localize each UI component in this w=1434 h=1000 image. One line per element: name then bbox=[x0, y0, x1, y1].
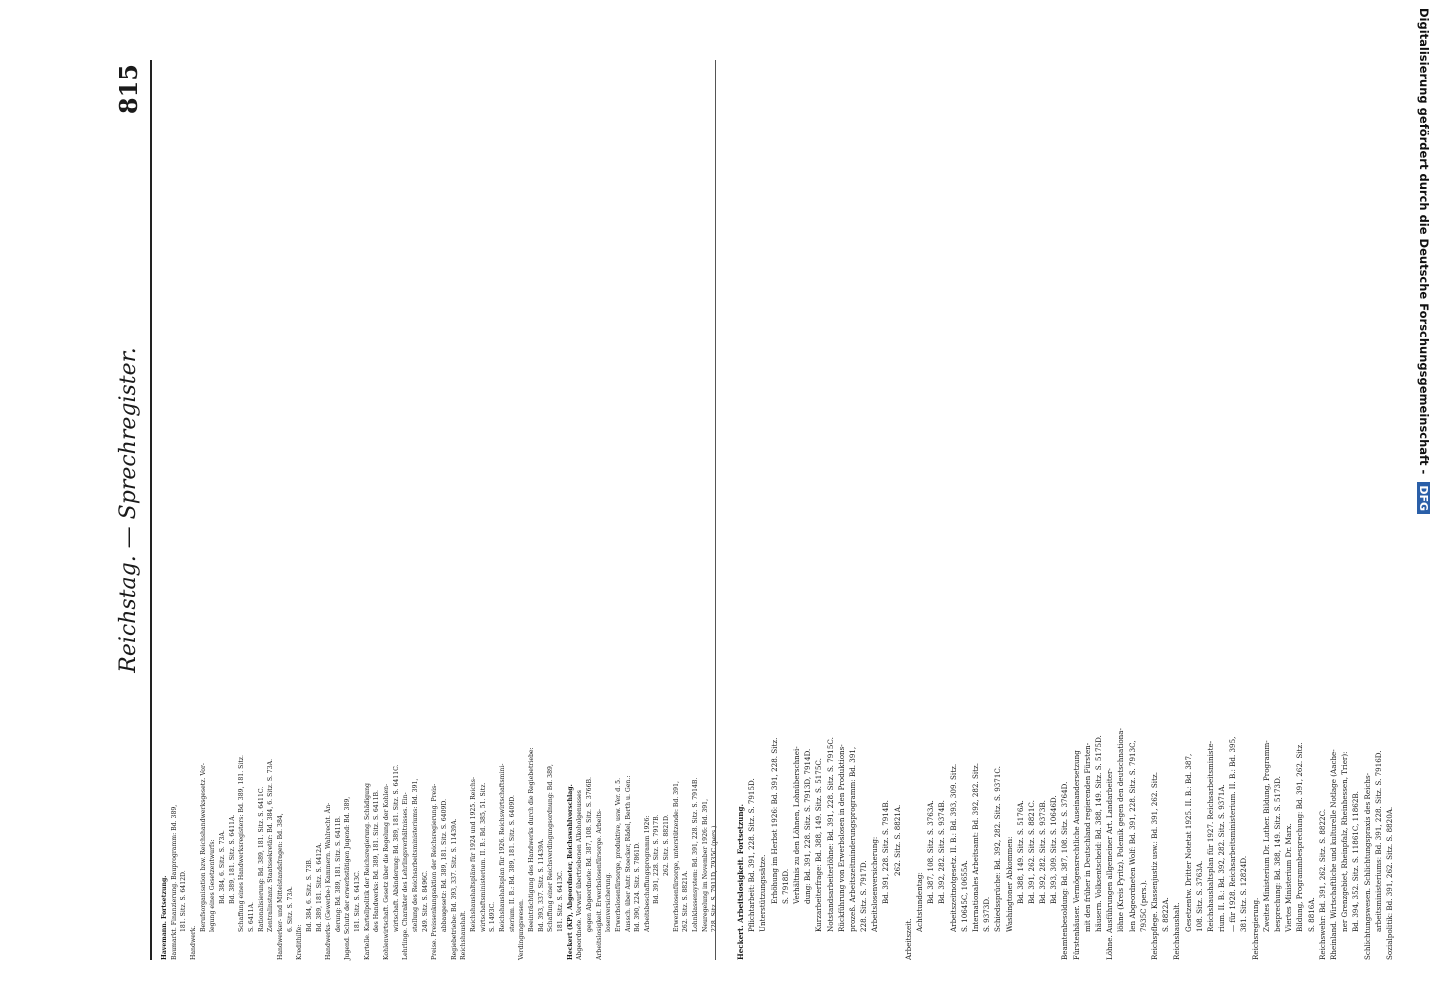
index-entry: Bd. 392, 282. Sitz. S. 9373B. bbox=[1038, 800, 1048, 904]
index-entry: Arbeitszeitnotgesetz. II. B.: Bd. 393, 309. Sitz. bbox=[948, 763, 958, 932]
index-entry: Bd. 392, 282. Sitz. S. 9374B. bbox=[937, 800, 947, 904]
index-entry: Rückführung von Erwerbslosen in den Produktions- bbox=[836, 744, 846, 932]
index-entry: 262. Sitz. S. 8821D. bbox=[663, 814, 671, 876]
index-entry: prozeß. Arbeitszeitminderungsprogramm: Bd. 391, bbox=[847, 746, 857, 932]
index-entry: S. 9373D. bbox=[982, 896, 992, 932]
index-entry: Handwerk. bbox=[189, 925, 197, 960]
index-entry: Bd. 393, 337. Sitz. S. 11439A. bbox=[537, 838, 545, 932]
index-entry: 181. Sitz. S. 6413C. bbox=[556, 870, 564, 932]
index-column-left bbox=[160, 80, 720, 960]
index-entry: 181. Sitz. S. 6412D. bbox=[180, 870, 188, 932]
index-entry: Reichspflege. Klassenjustiz usw.: Bd. 391, 262. Sitz. bbox=[1149, 772, 1159, 960]
index-entry: S. 10645C, 10655A. bbox=[959, 860, 969, 932]
index-entry: Bd. 394, 352. Sitz. S. 11861C, 11862B. bbox=[1351, 791, 1361, 932]
index-entry: Internationales Arbeitsamt: Bd. 392, 282. Sitz. bbox=[970, 762, 980, 932]
index-entry: 249. Sitz. S. 8496C. bbox=[421, 870, 429, 932]
index-entry: Jugend. Schutz der erwerbstätigen Jugend: Bd. 389, bbox=[344, 796, 352, 960]
index-entry: häusern. Volksentscheid: Bd. 388, 149. Sitz. S. 5175D. bbox=[1094, 735, 1103, 932]
index-column-right bbox=[735, 80, 1395, 960]
index-entry: Viertes Ministerium Dr. Marx. bbox=[1284, 823, 1294, 932]
index-entry: Abgeordnete. Vorwurf übertriebenen Alkoholgenusses bbox=[576, 790, 584, 960]
index-entry: S. 1493C. bbox=[489, 901, 497, 932]
index-entry: Reichshaushalt. bbox=[460, 910, 468, 960]
index-entry: Lehrlinge. Charakter des Lehrlingsverhältnisses. Ein- bbox=[402, 792, 410, 960]
index-entry: S. 8822A. bbox=[1161, 897, 1171, 932]
index-entry: 181. Sitz. S. 6413C. bbox=[354, 870, 362, 932]
index-entry: 262. Sitz. S. 8821A. bbox=[682, 870, 690, 932]
index-entry: 228. Sitz. S. 7917D. bbox=[859, 860, 869, 932]
credit-text: Digitalisierung gefördert durch die Deutsche Forschungsgemeinschaft - bbox=[1417, 8, 1431, 475]
index-entry: — für 1928. Reichsarbeitsministerium. II. B.: Bd. 395, bbox=[1228, 736, 1238, 932]
index-entry: Baumarkt. Finanzierung. Bauprogramm: Bd. 389, bbox=[170, 804, 178, 960]
index-entry: Erwerbslosenfürsorge, unterstützende: Bd. 391, bbox=[672, 781, 680, 932]
dfg-logo: DFG bbox=[1417, 482, 1430, 514]
index-entry: 381. Sitz. S. 12824D. bbox=[1239, 855, 1249, 932]
index-entry: Fürstenhäuser. Vermögensrechtliche Auseinandersetzung bbox=[1071, 750, 1081, 960]
index-entry: Beamtenbesoldung: Bd. 387, 108. Sitz. S. 3764D. bbox=[1060, 781, 1070, 960]
index-entry: Löhne. Ausführungen allgemeiner Art. Landarbeiter- bbox=[1105, 768, 1115, 960]
index-entry: Preise. Preissenkungsaktion der Reichsregierung. Preis- bbox=[431, 783, 439, 960]
index-entry: Kredithilfe: bbox=[296, 924, 304, 960]
index-entry: Reichshaushaltspläne für 1924 und 1925. Reichs- bbox=[470, 776, 477, 932]
index-entry: arbeitsministeriums: Bd. 391, 228. Sitz. S. 7916D. bbox=[1373, 750, 1383, 932]
index-entry: Washingtoner Abkommen: bbox=[1004, 836, 1014, 932]
index-entry: Arbeitszeit. bbox=[903, 918, 913, 960]
index-entry: Kurzarbeiterfrage: Bd. 388, 149. Sitz. S. 5175C. bbox=[814, 758, 824, 932]
index-entry: Zentralinstanz. Staatssekretär: Bd. 384, 6. Sitz. S. 73A. bbox=[267, 758, 275, 932]
index-entry: Bd. 388, 149. Sitz. S. 5176A. bbox=[1015, 800, 1025, 904]
index-entry: 7935C (pers.). bbox=[1138, 880, 1148, 932]
running-title: Reichstag. — Sprechregister. bbox=[116, 347, 141, 673]
index-entry: 262. Sitz. S. 8821A. bbox=[892, 804, 902, 876]
index-entry: Bd. 393, 309. Sitz. S. 10646D. bbox=[1049, 795, 1059, 904]
index-entry: Neuregelung im November 1926: Bd. 391, bbox=[701, 798, 709, 932]
index-entry: Berufsorganisation bzw. Reichshandwerksgesetz. Vor- bbox=[199, 763, 207, 932]
index-entry: Sozialpolitik: Bd. 391, 262. Sitz. S. 8820A. bbox=[1384, 806, 1394, 960]
index-entry: S. 7918D. bbox=[780, 868, 790, 904]
index-entry: Reichshaushaltsplan für 1927. Reichsarbeitsministe- bbox=[1205, 740, 1215, 932]
index-entry: Notstandsarbeiterlöhne: Bd. 391, 228. Sitz. S. 7915C. bbox=[825, 737, 835, 932]
index-entry: Bd. 384, 6. Sitz. S. 73A. bbox=[218, 830, 226, 904]
index-entry: sterium. II. B.: Bd. 389, 181. Sitz. S. 6409D. bbox=[508, 795, 516, 932]
index-entry: Bd. 391, 262. Sitz. S. 8821C. bbox=[1026, 800, 1036, 904]
index-entry: Schiedssprüche: Bd. 392, 282. Sitz. S. 9371C. bbox=[993, 766, 1003, 932]
index-entry: Bd. 391, 228. Sitz. S. 7914B. bbox=[881, 800, 891, 904]
index-entry: Schlichtungswesen. Schlichtungspraxis des Reichs- bbox=[1362, 772, 1372, 960]
index-entry: Rheinland. Wirtschaftliche und kulturelle Notlage (Aache- bbox=[1328, 749, 1338, 960]
index-entry: Reichshaushaltsplan für 1926. Reichswirtschaftsmini- bbox=[498, 763, 506, 932]
index-entry: Bildung, Programmbesprechung: Bd. 391, 262. Sitz. bbox=[1295, 742, 1305, 932]
index-entry: 108. Sitz. S. 3763A. bbox=[1194, 860, 1204, 932]
index-entry: 228. Sitz. S. 7911D, 7935C (pers.). bbox=[711, 823, 719, 932]
index-entry: Verhältnis zu den Löhnen, Lohnüberschnei- bbox=[791, 746, 801, 904]
index-entry: Lohnklassensystem: Bd. 391, 228. Sitz. S. 7914B. bbox=[692, 777, 700, 932]
index-entry: Kohlenwirtschaft. Gesetz über die Regelung der Kohlen- bbox=[383, 783, 391, 960]
index-entry: len Abgeordneten Wolf: Bd. 391, 228. Sitz. S. 7913C, bbox=[1127, 740, 1137, 932]
index-entry: Erwerbslosenfürsorge, produktive, usw. Ver. d. 5. bbox=[614, 777, 622, 932]
index-entry: des Handwerks: Bd. 389, 181. Sitz. S. 6411B. bbox=[373, 789, 381, 932]
index-entry: Schaffung einer Reichsverdingungsordnung: Bd. 389, bbox=[547, 764, 555, 932]
index-entry: Bd. 384, 6. Sitz. S. 73B. bbox=[305, 858, 313, 932]
index-heading: Havemann. Fortsetzung. bbox=[161, 875, 168, 960]
index-entry: löhne (Kreis Pyritz). Polemik gegen den deutschnationa- bbox=[1116, 728, 1126, 932]
index-entry: Beeinträchtigung des Handwerks durch die Regiebetriebe: bbox=[527, 747, 535, 932]
index-entry: Reichshaushalt. bbox=[1172, 902, 1182, 960]
index-entry: abbaugesetz: Bd. 389, 181. Sitz. S. 6409D. bbox=[441, 798, 449, 932]
index-entry: wirtschaft. Abänderung: Bd. 389, 181. Sitz. S. 6411C. bbox=[392, 764, 400, 932]
index-entry: Bd. 389, 181. Sitz. S. 6412A. bbox=[315, 842, 323, 932]
digitization-credit bbox=[1417, 8, 1433, 998]
index-entry: losenversicherung. bbox=[605, 872, 613, 932]
index-entry: legung eines Gesetzentwurfs: bbox=[209, 839, 217, 932]
rotated-page bbox=[110, 60, 1410, 960]
index-entry: Reichsregierung. bbox=[1250, 897, 1260, 960]
index-entry: Arbeitslosigkeit. Erwerbslosenfürsorge. Arbeits- bbox=[595, 808, 603, 960]
index-entry: rium. II. B.: Bd. 392, 282. Sitz. S. 9371A. bbox=[1217, 784, 1227, 932]
index-entry: stellung des Reichsarbeitsministeriums: Bd. 391, bbox=[412, 778, 420, 932]
index-entry: Arbeitsbeschaffungsprogramm 1926: bbox=[643, 815, 651, 932]
index-entry: Handwerks- (Gewerbe-) Kammern. Wahlrecht. Än- bbox=[325, 802, 333, 960]
index-entry: gegen Abgeordnete: Bd. 387, 108. Sitz. S. 3766B. bbox=[585, 777, 593, 932]
index-entry: S. 8816A. bbox=[1306, 897, 1316, 932]
index-entry: Reichswehr: Bd. 391, 262. Sitz. S. 8822C. bbox=[1317, 808, 1327, 960]
index-entry: Bd. 391, 228. Sitz. S. 7917B. bbox=[653, 814, 661, 904]
index-entry: Kartelle. Kartellpolitik der Reichsregierung. Schädigung bbox=[363, 783, 371, 960]
index-entry: S. 6411A. bbox=[247, 902, 255, 932]
index-entry: dung: Bd. 391, 228. Sitz. S. 7913D, 7914D. bbox=[803, 748, 813, 904]
page-header bbox=[110, 60, 152, 960]
index-entry: wirtschaftsministerium. II. B.: Bd. 385, 51. Sitz. bbox=[479, 782, 487, 932]
index-entry: Achtstundentag: bbox=[915, 872, 924, 932]
index-entry: Bd. 389, 181. Sitz. S. 6411A. bbox=[228, 814, 236, 904]
index-entry: besprechung: Bd. 388, 149. Sitz. S. 5173D. bbox=[1273, 776, 1282, 932]
index-heading: Heckert (KP), Abgeordneter, Reichswahlvorschlag. bbox=[566, 784, 574, 960]
index-entry: Handwerker- und Mittelstandsfragen: Bd. 384, bbox=[276, 813, 284, 960]
index-entry: Rationalisierung: Bd. 389, 181. Sitz. S. 6411C. bbox=[257, 786, 265, 932]
index-entry: Arbeitslosenversicherung: bbox=[870, 836, 880, 932]
index-entry: Gesetzentw. Dritter Notetat 1925. II. B.: Bd. 387, bbox=[1183, 753, 1193, 932]
index-entry: Bd. 390, 224. Sitz. S. 7861D. bbox=[634, 842, 642, 932]
index-entry: 6. Sitz. S. 73A. bbox=[286, 886, 294, 932]
index-entry: derung: Bd. 389, 181. Sitz. S. 6411B. bbox=[334, 815, 342, 932]
index-entry: Zweites Ministerium Dr. Luther. Bildung, Programm- bbox=[1261, 740, 1271, 932]
index-entry: mit den früher in Deutschland regierenden Fürsten- bbox=[1082, 742, 1092, 932]
index-entry: Schaffung eines Handwerksregisters: Bd. 389, 181. Sitz. bbox=[238, 754, 246, 932]
page-number: 815 bbox=[114, 64, 143, 115]
index-entry: Unterstützungssätze. bbox=[758, 854, 768, 932]
index-entry: Bd. 387, 108. Sitz. S. 3763A. bbox=[926, 800, 936, 904]
index-entry: Aussch. über Antr. Stoecker, Rädel, Berth u. Gen.: bbox=[624, 775, 632, 932]
index-entry: Verdingungswesen. bbox=[518, 899, 526, 960]
column-divider bbox=[715, 60, 716, 960]
index-entry: Pflichtarbeit: Bd. 391, 228. Sitz. S. 7915D. bbox=[747, 778, 757, 932]
index-entry: Regiebetriebe: Bd. 393, 337. Sitz. S. 11439A. bbox=[450, 818, 458, 960]
index-entry: Erhöhung im Herbst 1926: Bd. 391, 228. Sitz. bbox=[769, 737, 779, 904]
index-entry: ner Grenzgebiet, Rheinpfalz, Rheinhessen, Trier): bbox=[1340, 751, 1350, 932]
index-heading: Heckert. Arbeitslosigkeit. Fortsetzung. bbox=[736, 804, 745, 960]
